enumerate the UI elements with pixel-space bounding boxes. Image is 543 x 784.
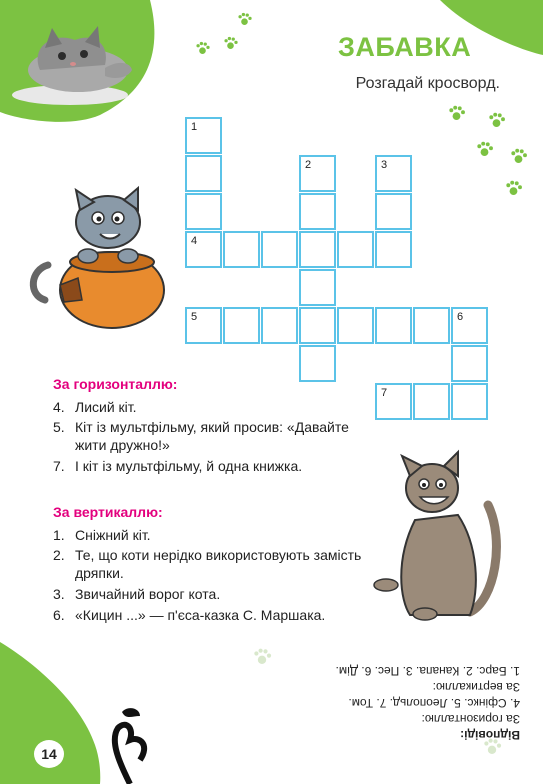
clue-item: 4. Лисий кіт. [53, 399, 137, 415]
crossword-cell[interactable] [413, 383, 450, 420]
crossword-cell[interactable] [337, 307, 374, 344]
crossword-cell[interactable] [299, 269, 336, 306]
crossword-cell[interactable] [337, 231, 374, 268]
cat-in-pot-illustration [33, 188, 164, 328]
crossword-cell[interactable] [413, 307, 450, 344]
vertical-heading: За вертикаллю: [53, 504, 163, 520]
horizontal-heading: За горизонталлю: [53, 376, 178, 392]
answers-vertical: 1. Барс. 2. Канапа. 3. Пес. 6. Дім. [335, 664, 520, 678]
crossword-cell[interactable] [451, 383, 488, 420]
crossword-cell[interactable] [261, 307, 298, 344]
crossword-cell[interactable] [451, 345, 488, 382]
crossword-cell[interactable] [185, 193, 222, 230]
crossword-cell[interactable] [375, 193, 412, 230]
clue-number: 6 [457, 311, 464, 323]
answers-block [265, 663, 520, 743]
clue-item: 2. Те, що коти нерідко використовують замість дряпки. [53, 547, 362, 581]
clue-number: 1 [191, 121, 198, 133]
answers-horizontal-label: За горизонталлю: [421, 712, 520, 726]
clue-number: 3 [381, 159, 388, 171]
clue-item: 7. І кіт із мультфільму, й одна книжка. [53, 458, 303, 474]
cat-silhouette-icon [115, 725, 144, 784]
crossword-cell[interactable] [375, 231, 412, 268]
sitting-cat-illustration [374, 452, 496, 620]
clue-item: 3. Звичайний ворог кота. [53, 586, 221, 602]
crossword-cell[interactable] [261, 231, 298, 268]
page-number: 14 [34, 740, 64, 768]
crossword-cell[interactable] [375, 307, 412, 344]
clue-item: 1. Сніжний кіт. [53, 527, 151, 543]
clue-number: 7 [381, 387, 388, 399]
answers-heading: Відповіді: [460, 728, 520, 742]
answers-horizontal: 4. Сфінкс. 5. Леопольд. 7. Том. [348, 696, 520, 710]
crossword-cell[interactable] [185, 117, 222, 154]
clue-item: 5. Кіт із мультфільму, який просив: «Давайте жити дружно!» [53, 419, 349, 453]
crossword-cell[interactable] [299, 193, 336, 230]
answers-vertical-label: За вертикаллю: [432, 680, 520, 694]
page-subtitle: Розгадай кросворд. [355, 75, 500, 92]
clue-number: 2 [305, 159, 312, 171]
crossword-cell[interactable] [223, 307, 260, 344]
crossword-cell[interactable] [299, 155, 336, 192]
crossword-cell[interactable] [299, 345, 336, 382]
crossword-cell[interactable] [185, 307, 222, 344]
crossword-cell[interactable] [299, 231, 336, 268]
crossword-cell[interactable] [451, 307, 488, 344]
clue-item: 6. «Кицин ...» — п'єса-казка С. Маршака. [53, 607, 326, 623]
crossword-cell[interactable] [299, 307, 336, 344]
page-title: ЗАБАВКА [338, 32, 472, 62]
clue-number: 5 [191, 311, 198, 323]
crossword-cell[interactable] [185, 155, 222, 192]
crossword-cell[interactable] [185, 231, 222, 268]
clue-number: 4 [191, 235, 198, 247]
crossword-cell[interactable] [223, 231, 260, 268]
crossword-cell[interactable] [375, 155, 412, 192]
